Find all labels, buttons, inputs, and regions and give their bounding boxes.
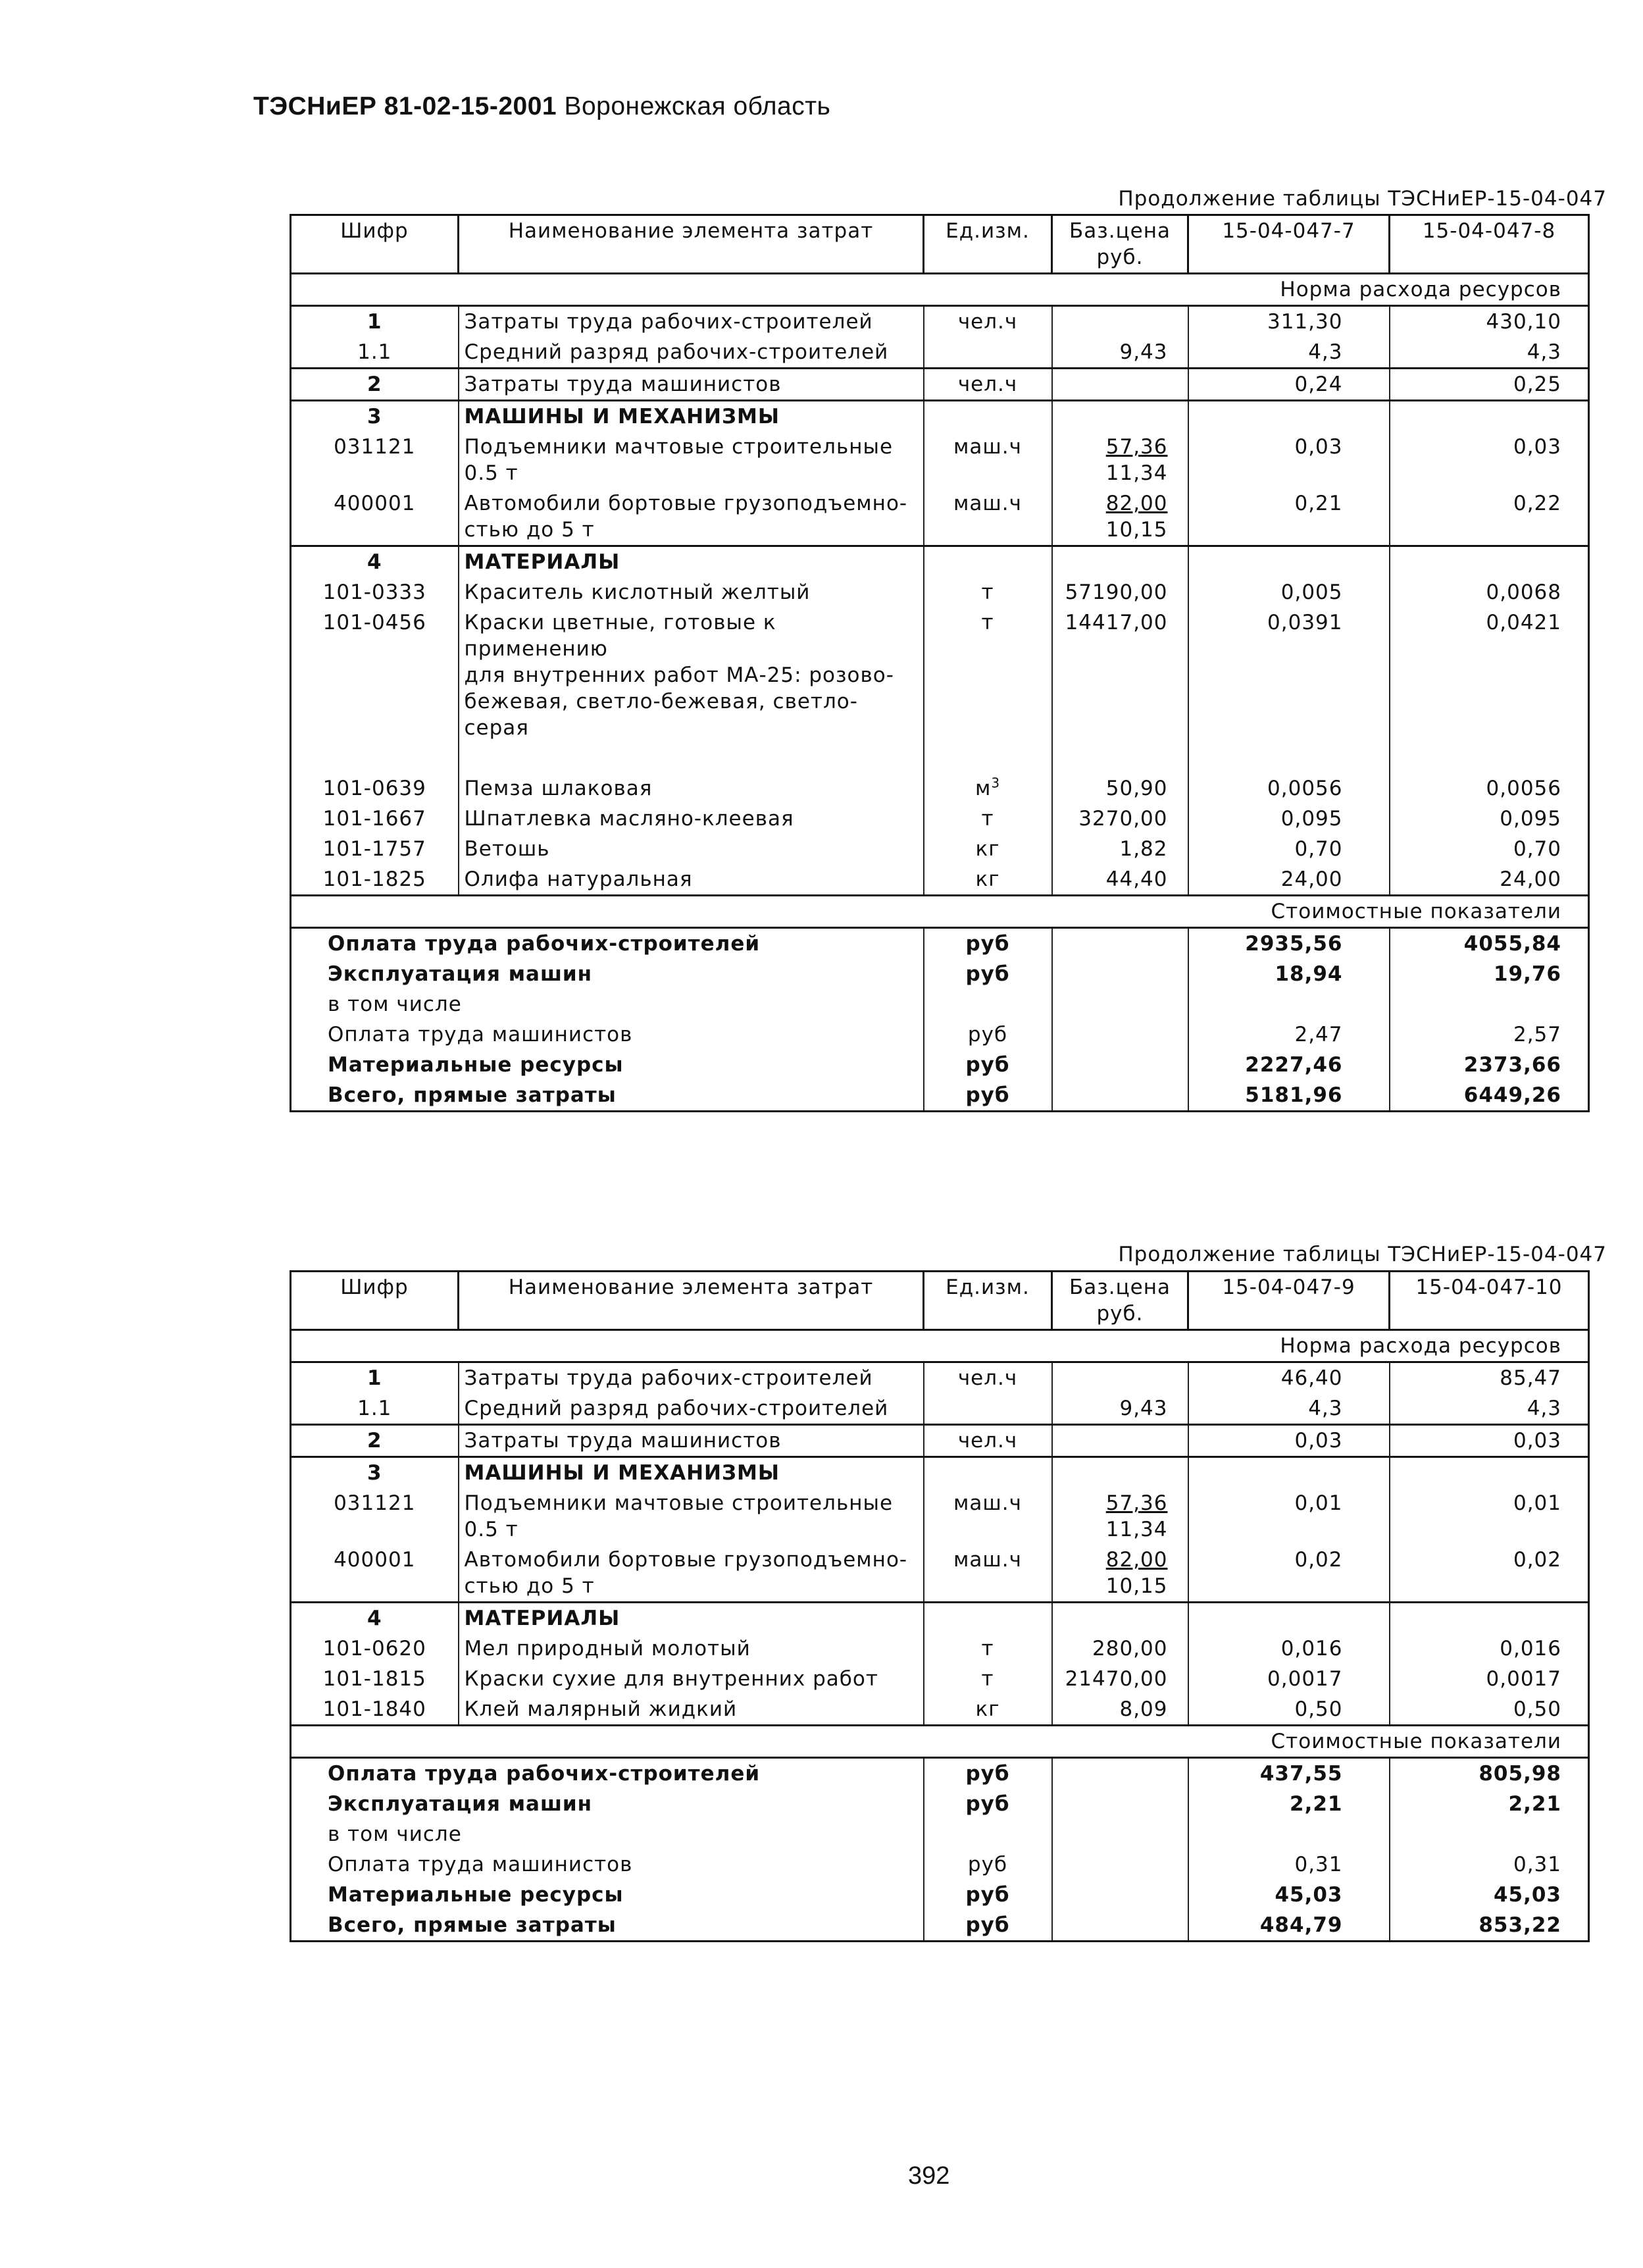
table-cell: Затраты труда рабочих-строителей	[459, 1362, 924, 1394]
table-cell: руб	[924, 1880, 1052, 1910]
table-cell: 6449,26	[1390, 1080, 1589, 1112]
table-cell: 0,50	[1188, 1694, 1390, 1726]
table-cell: руб	[924, 1050, 1052, 1080]
table-cell: 4,3	[1188, 1393, 1390, 1425]
section-materials	[291, 1603, 1589, 1634]
table-cell: 2	[291, 1425, 459, 1457]
table-cell: 430,10	[1390, 306, 1589, 338]
table-row	[291, 577, 1589, 607]
table-row	[291, 804, 1589, 834]
table-cell: Клей малярный жидкий	[459, 1694, 924, 1726]
table-cell: руб	[924, 1080, 1052, 1112]
table-cell: маш.ч	[924, 1545, 1052, 1603]
table-cell: руб	[924, 1789, 1052, 1819]
table-row: 031121 Подъемники мачтовые строительные 0.5 т маш.ч 57,36 11,34 0,01 0,01	[291, 1488, 1589, 1545]
table-cell: 031121	[291, 432, 459, 488]
col-header-b: 15-04-047-8	[1390, 215, 1589, 274]
table-cell: 1,82	[1052, 834, 1188, 864]
table-row	[291, 1664, 1589, 1694]
table-cell: кг	[924, 834, 1052, 864]
cost-row	[291, 1819, 1589, 1849]
table-cell: Норма расхода ресурсов	[291, 274, 1589, 306]
table-cell: руб	[924, 959, 1052, 989]
table-cell: 3	[291, 1457, 459, 1489]
table-cell: 400001	[291, 1545, 459, 1603]
table-cell: 14417,00	[1052, 607, 1188, 743]
table-cell: чел.ч	[924, 306, 1052, 338]
table-row: 400001 Автомобили бортовые грузоподъемно- стью до 5 т маш.ч 82,00 10,15 0,21 0,22	[291, 488, 1589, 546]
col-header-b: 15-04-047-10	[1390, 1272, 1589, 1330]
table-cell: 0,095	[1188, 804, 1390, 834]
section-norm	[291, 274, 1589, 306]
col-header-a: 15-04-047-9	[1188, 1272, 1390, 1330]
table-cell: руб	[924, 1849, 1052, 1880]
table-cell: 101-1667	[291, 804, 459, 834]
table-cell: 1	[291, 306, 459, 338]
table-row	[291, 369, 1589, 401]
table-cell: 0,25	[1390, 369, 1589, 401]
cost-row	[291, 1019, 1589, 1050]
table-row: 101-0639 Пемза шлаковая $м^3$ 50,90 0,0056 0,0056	[291, 773, 1589, 804]
cost-row	[291, 989, 1589, 1019]
cost-row	[291, 928, 1589, 960]
table-cell: 24,00	[1188, 864, 1390, 896]
table-cell: МАТЕРИАЛЫ	[459, 546, 924, 578]
table-cell: 0,0391	[1188, 607, 1390, 743]
cost-row	[291, 959, 1589, 989]
table-cell: Краситель кислотный желтый	[459, 577, 924, 607]
table-cell: 0,016	[1188, 1634, 1390, 1664]
table-row: 101-0456 Краски цветные, готовые к применению для внутренних работ МА-25: розово- бежевая, светло-бежевая, светло-серая т 14417,00 0,0391 0,0421	[291, 607, 1589, 743]
table-cell: 19,76	[1390, 959, 1589, 989]
table-cell: Затраты труда машинистов	[459, 369, 924, 401]
table-row	[291, 337, 1589, 369]
table-cell: 2,47	[1188, 1019, 1390, 1050]
table-cell: руб	[924, 1910, 1052, 1942]
table-cell: 0,095	[1390, 804, 1589, 834]
cost-row	[291, 1880, 1589, 1910]
table-cell: руб	[924, 1019, 1052, 1050]
table-row	[291, 1393, 1589, 1425]
table-cell: чел.ч	[924, 1425, 1052, 1457]
table-cell: 8,09	[1052, 1694, 1188, 1726]
table-cell: т	[924, 577, 1052, 607]
col-header-price: Баз.цена руб.	[1052, 1272, 1188, 1330]
table-row	[291, 834, 1589, 864]
table-cell: в том числе	[291, 1819, 924, 1849]
table-cell: 0,22	[1390, 488, 1589, 546]
table-cell: руб	[924, 928, 1052, 960]
table-cell: 2,21	[1390, 1789, 1589, 1819]
table-cell: 101-1840	[291, 1694, 459, 1726]
continuation-caption: Продолжение таблицы ТЭСНиЕР-15-04-047	[1118, 1243, 1607, 1266]
table-row	[291, 1362, 1589, 1394]
table-cell: 24,00	[1390, 864, 1589, 896]
col-header-name: Наименование элемента затрат	[459, 1272, 924, 1330]
table-cell: 0,03	[1188, 432, 1390, 488]
table-cell: 45,03	[1188, 1880, 1390, 1910]
table-cell: 0,0017	[1390, 1664, 1589, 1694]
table-cell: 4	[291, 546, 459, 578]
table-cell: 101-1757	[291, 834, 459, 864]
table-cell: 0,02	[1390, 1545, 1589, 1603]
table-cell: маш.ч	[924, 432, 1052, 488]
table-cell: МАШИНЫ И МЕХАНИЗМЫ	[459, 1457, 924, 1489]
table-cell: 0,50	[1390, 1694, 1589, 1726]
table-header-row	[291, 1272, 1589, 1330]
table-cell: 0,016	[1390, 1634, 1589, 1664]
table-cell: 4,3	[1390, 1393, 1589, 1425]
table-cell: 0,0017	[1188, 1664, 1390, 1694]
norm-table-2	[290, 1270, 1590, 1942]
table-cell: 101-0333	[291, 577, 459, 607]
table-cell: 57190,00	[1052, 577, 1188, 607]
table-cell: Краски сухие для внутренних работ	[459, 1664, 924, 1694]
table-cell: маш.ч	[924, 1488, 1052, 1545]
table-cell: 0,0056	[1188, 773, 1390, 804]
table-cell: Оплата труда машинистов	[291, 1019, 924, 1050]
table-cell: кг	[924, 1694, 1052, 1726]
table-cell: Средний разряд рабочих-строителей	[459, 1393, 924, 1425]
table-cell: Материальные ресурсы	[291, 1880, 924, 1910]
col-header-unit: Ед.изм.	[924, 1272, 1052, 1330]
cost-row	[291, 1849, 1589, 1880]
table-cell: 1	[291, 1362, 459, 1394]
table-cell: 400001	[291, 488, 459, 546]
section-machines	[291, 1457, 1589, 1489]
table-cell	[1052, 306, 1188, 338]
table-cell: Норма расхода ресурсов	[291, 1330, 1589, 1362]
cost-row	[291, 1758, 1589, 1790]
cost-row	[291, 1080, 1589, 1112]
table-cell: 0,03	[1188, 1425, 1390, 1457]
table-cell: Средний разряд рабочих-строителей	[459, 337, 924, 369]
table-cell: 1.1	[291, 337, 459, 369]
table-cell: Материальные ресурсы	[291, 1050, 924, 1080]
table-cell: 0,21	[1188, 488, 1390, 546]
table-cell: 2,21	[1188, 1789, 1390, 1819]
table-cell: 0,03	[1390, 1425, 1589, 1457]
table-cell: 0,03	[1390, 432, 1589, 488]
table-cell: 45,03	[1390, 1880, 1589, 1910]
table-cell: 437,55	[1188, 1758, 1390, 1790]
table-cell: 2935,56	[1188, 928, 1390, 960]
table-cell: МАТЕРИАЛЫ	[459, 1603, 924, 1634]
table-row	[291, 1634, 1589, 1664]
table-cell: Стоимостные показатели	[291, 896, 1589, 928]
table-cell: 2	[291, 369, 459, 401]
table-cell: 44,40	[1052, 864, 1188, 896]
table-cell: 4,3	[1188, 337, 1390, 369]
table-cell	[1052, 369, 1188, 401]
table-cell: 484,79	[1188, 1910, 1390, 1942]
table-cell: чел.ч	[924, 369, 1052, 401]
table-row	[291, 306, 1589, 338]
table-cell: 031121	[291, 1488, 459, 1545]
col-header-code: Шифр	[291, 215, 459, 274]
col-header-a: 15-04-047-7	[1188, 215, 1390, 274]
table-cell: Мел природный молотый	[459, 1634, 924, 1664]
table-header-row	[291, 215, 1589, 274]
cost-row	[291, 1789, 1589, 1819]
table-cell: 3270,00	[1052, 804, 1188, 834]
table-cell: 18,94	[1188, 959, 1390, 989]
table-cell: 0,0421	[1390, 607, 1589, 743]
section-machines	[291, 401, 1589, 432]
table-cell: 0,70	[1188, 834, 1390, 864]
page-number: 392	[908, 2162, 950, 2190]
col-header-name: Наименование элемента затрат	[459, 215, 924, 274]
table-cell: 4,3	[1390, 337, 1589, 369]
table-cell	[1052, 1425, 1188, 1457]
table-cell	[1052, 1362, 1188, 1394]
table-cell: 101-0456	[291, 607, 459, 743]
table-row	[291, 864, 1589, 896]
table-cell: кг	[924, 864, 1052, 896]
table-cell: 9,43	[1052, 1393, 1188, 1425]
table-cell: Шпатлевка масляно-клеевая	[459, 804, 924, 834]
table-cell: т	[924, 1634, 1052, 1664]
table-cell: в том числе	[291, 989, 924, 1019]
table-cell: 9,43	[1052, 337, 1188, 369]
table-cell: 85,47	[1390, 1362, 1589, 1394]
table-row: 031121 Подъемники мачтовые строительные 0.5 т маш.ч 57,36 11,34 0,03 0,03	[291, 432, 1589, 488]
table-cell: 0,005	[1188, 577, 1390, 607]
table-cell: маш.ч	[924, 488, 1052, 546]
table-cell: 0,0056	[1390, 773, 1589, 804]
table-cell: 0,01	[1390, 1488, 1589, 1545]
table-cell: т	[924, 607, 1052, 743]
table-cell: Оплата труда рабочих-строителей	[291, 1758, 924, 1790]
table-cell: Ветошь	[459, 834, 924, 864]
table-cell: 5181,96	[1188, 1080, 1390, 1112]
table-cell: 101-0639	[291, 773, 459, 804]
table-cell: 2,57	[1390, 1019, 1589, 1050]
table-cell: МАШИНЫ И МЕХАНИЗМЫ	[459, 401, 924, 432]
table-cell: Олифа натуральная	[459, 864, 924, 896]
table-cell	[924, 337, 1052, 369]
section-cost	[291, 1726, 1589, 1758]
table-cell: 4055,84	[1390, 928, 1589, 960]
table-cell: 805,98	[1390, 1758, 1589, 1790]
table-cell: 50,90	[1052, 773, 1188, 804]
table-cell: 311,30	[1188, 306, 1390, 338]
table-cell: Затраты труда машинистов	[459, 1425, 924, 1457]
table-cell: 4	[291, 1603, 459, 1634]
table-cell: 0,24	[1188, 369, 1390, 401]
table-cell: т	[924, 1664, 1052, 1694]
table-cell: 0,31	[1390, 1849, 1589, 1880]
table-cell: 21470,00	[1052, 1664, 1188, 1694]
table-row: 400001 Автомобили бортовые грузоподъемно- стью до 5 т маш.ч 82,00 10,15 0,02 0,02	[291, 1545, 1589, 1603]
table-cell	[924, 1393, 1052, 1425]
table-row	[291, 1425, 1589, 1457]
table-cell: Пемза шлаковая	[459, 773, 924, 804]
table-cell: 3	[291, 401, 459, 432]
document-title: ТЭСНиЕР 81-02-15-2001 Воронежская область	[253, 92, 831, 120]
table-cell: Всего, прямые затраты	[291, 1080, 924, 1112]
table-cell: 0,02	[1188, 1545, 1390, 1603]
table-cell: Эксплуатация машин	[291, 1789, 924, 1819]
col-header-code: Шифр	[291, 1272, 459, 1330]
section-norm	[291, 1330, 1589, 1362]
section-materials	[291, 546, 1589, 578]
table-cell: т	[924, 804, 1052, 834]
table-cell: Всего, прямые затраты	[291, 1910, 924, 1942]
table-cell: 0,31	[1188, 1849, 1390, 1880]
table-cell: 1.1	[291, 1393, 459, 1425]
table-cell: Затраты труда рабочих-строителей	[459, 306, 924, 338]
section-cost	[291, 896, 1589, 928]
table-cell: 2373,66	[1390, 1050, 1589, 1080]
table-cell: руб	[924, 1758, 1052, 1790]
table-cell: 0,70	[1390, 834, 1589, 864]
table-cell: 0,01	[1188, 1488, 1390, 1545]
col-header-price: Баз.цена руб.	[1052, 215, 1188, 274]
table-cell: 280,00	[1052, 1634, 1188, 1664]
norm-table-1	[290, 214, 1590, 1112]
table-cell: 101-0620	[291, 1634, 459, 1664]
table-cell: 2227,46	[1188, 1050, 1390, 1080]
table-row	[291, 1694, 1589, 1726]
col-header-unit: Ед.изм.	[924, 215, 1052, 274]
table-cell: чел.ч	[924, 1362, 1052, 1394]
table-cell: Эксплуатация машин	[291, 959, 924, 989]
table-cell: 46,40	[1188, 1362, 1390, 1394]
table-cell: Оплата труда рабочих-строителей	[291, 928, 924, 960]
table-cell: Оплата труда машинистов	[291, 1849, 924, 1880]
table-cell: 853,22	[1390, 1910, 1589, 1942]
table-cell: 0,0068	[1390, 577, 1589, 607]
continuation-caption: Продолжение таблицы ТЭСНиЕР-15-04-047	[1118, 187, 1607, 211]
cost-row	[291, 1910, 1589, 1942]
table-cell: 101-1815	[291, 1664, 459, 1694]
table-cell: Стоимостные показатели	[291, 1726, 1589, 1758]
table-cell: 101-1825	[291, 864, 459, 896]
cost-row	[291, 1050, 1589, 1080]
